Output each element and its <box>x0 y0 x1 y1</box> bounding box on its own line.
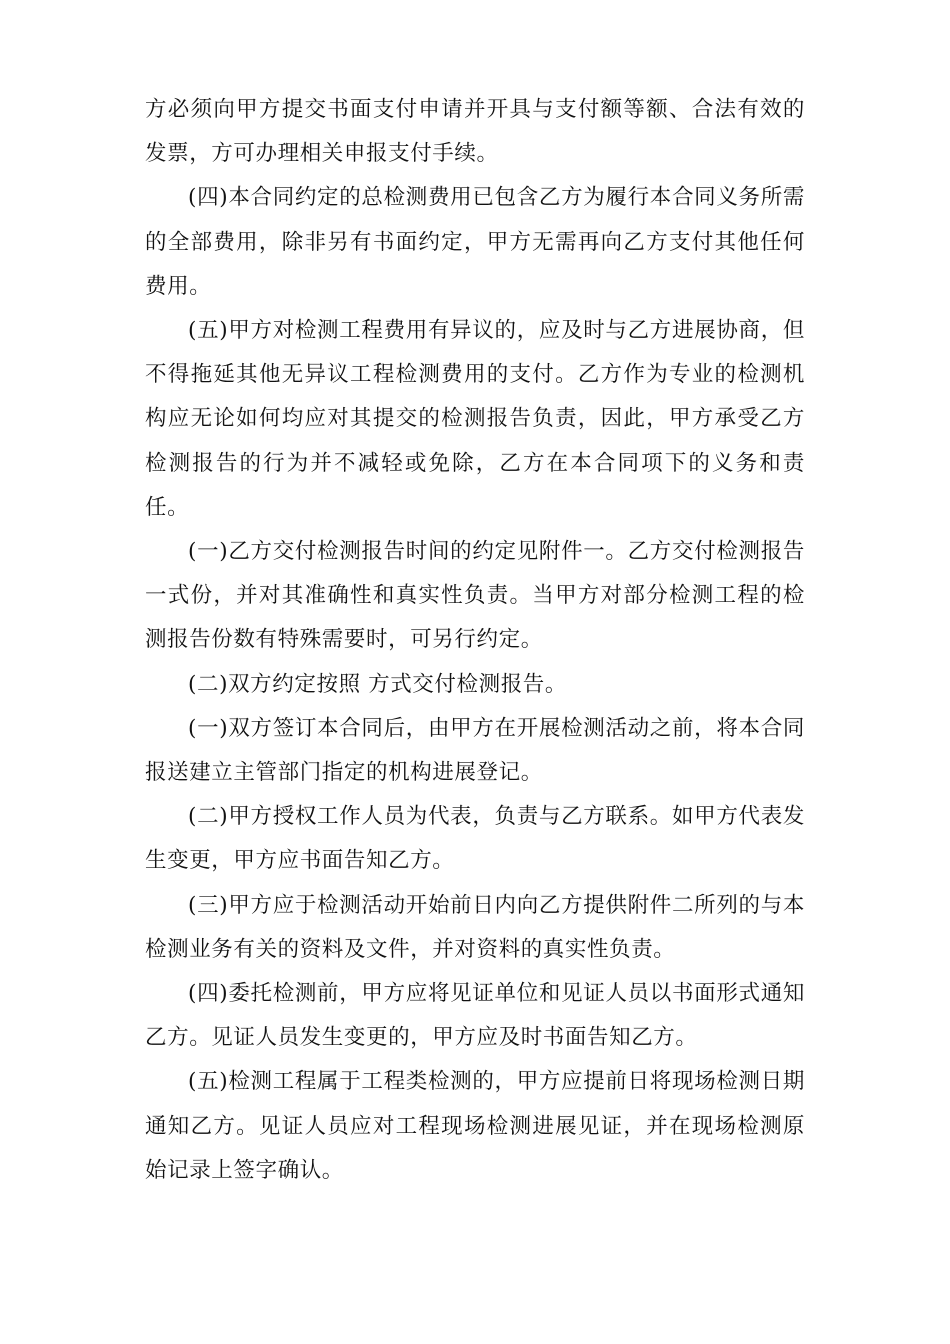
paragraph-6: (一)双方签订本合同后，由甲方在开展检测活动之前，将本合同报送建立主管部门指定的机构进展登记。 <box>145 715 805 786</box>
paragraph-8: (三)甲方应于检测活动开始前日内向乙方提供附件二所列的与本检测业务有关的资料及文件，并对资料的真实性负责。 <box>145 892 805 962</box>
paragraph-5: (二)双方约定按照 方式交付检测报告。 <box>188 671 568 697</box>
paragraph-2: (四)本合同约定的总检测费用已包含乙方为履行本合同义务所需的全部费用，除非另有书面约定，甲方无需再向乙方支付其他任何费用。 <box>145 185 805 299</box>
paragraph-7: (二)甲方授权工作人员为代表，负责与乙方联系。如甲方代表发生变更，甲方应书面告知乙方。 <box>145 804 805 874</box>
paragraph-1: 方必须向甲方提交书面支付申请并开具与支付额等额、合法有效的发票，方可办理相关申报支付手续。 <box>145 97 805 167</box>
document-body <box>145 88 805 1193</box>
paragraph-3: (五)甲方对检测工程费用有异议的，应及时与乙方进展协商，但不得拖延其他无异议工程检测费用的支付。乙方作为专业的检测机构应无论如何均应对其提交的检测报告负责，因此，甲方承受乙方检测报告的行为并不减轻或免除，乙方在本合同项下的义务和责任。 <box>145 318 805 520</box>
paragraph-4: (一)乙方交付检测报告时间的约定见附件一。乙方交付检测报告一式份，并对其准确性和真实性负责。当甲方对部分检测工程的检测报告份数有特殊需要时，可另行约定。 <box>145 539 805 653</box>
paragraph-9: (四)委托检测前，甲方应将见证单位和见证人员以书面形式通知乙方。见证人员发生变更的，甲方应及时书面告知乙方。 <box>145 981 805 1051</box>
paragraph-10: (五)检测工程属于工程类检测的，甲方应提前日将现场检测日期通知乙方。见证人员应对工程现场检测进展见证，并在现场检测原始记录上签字确认。 <box>145 1069 805 1183</box>
